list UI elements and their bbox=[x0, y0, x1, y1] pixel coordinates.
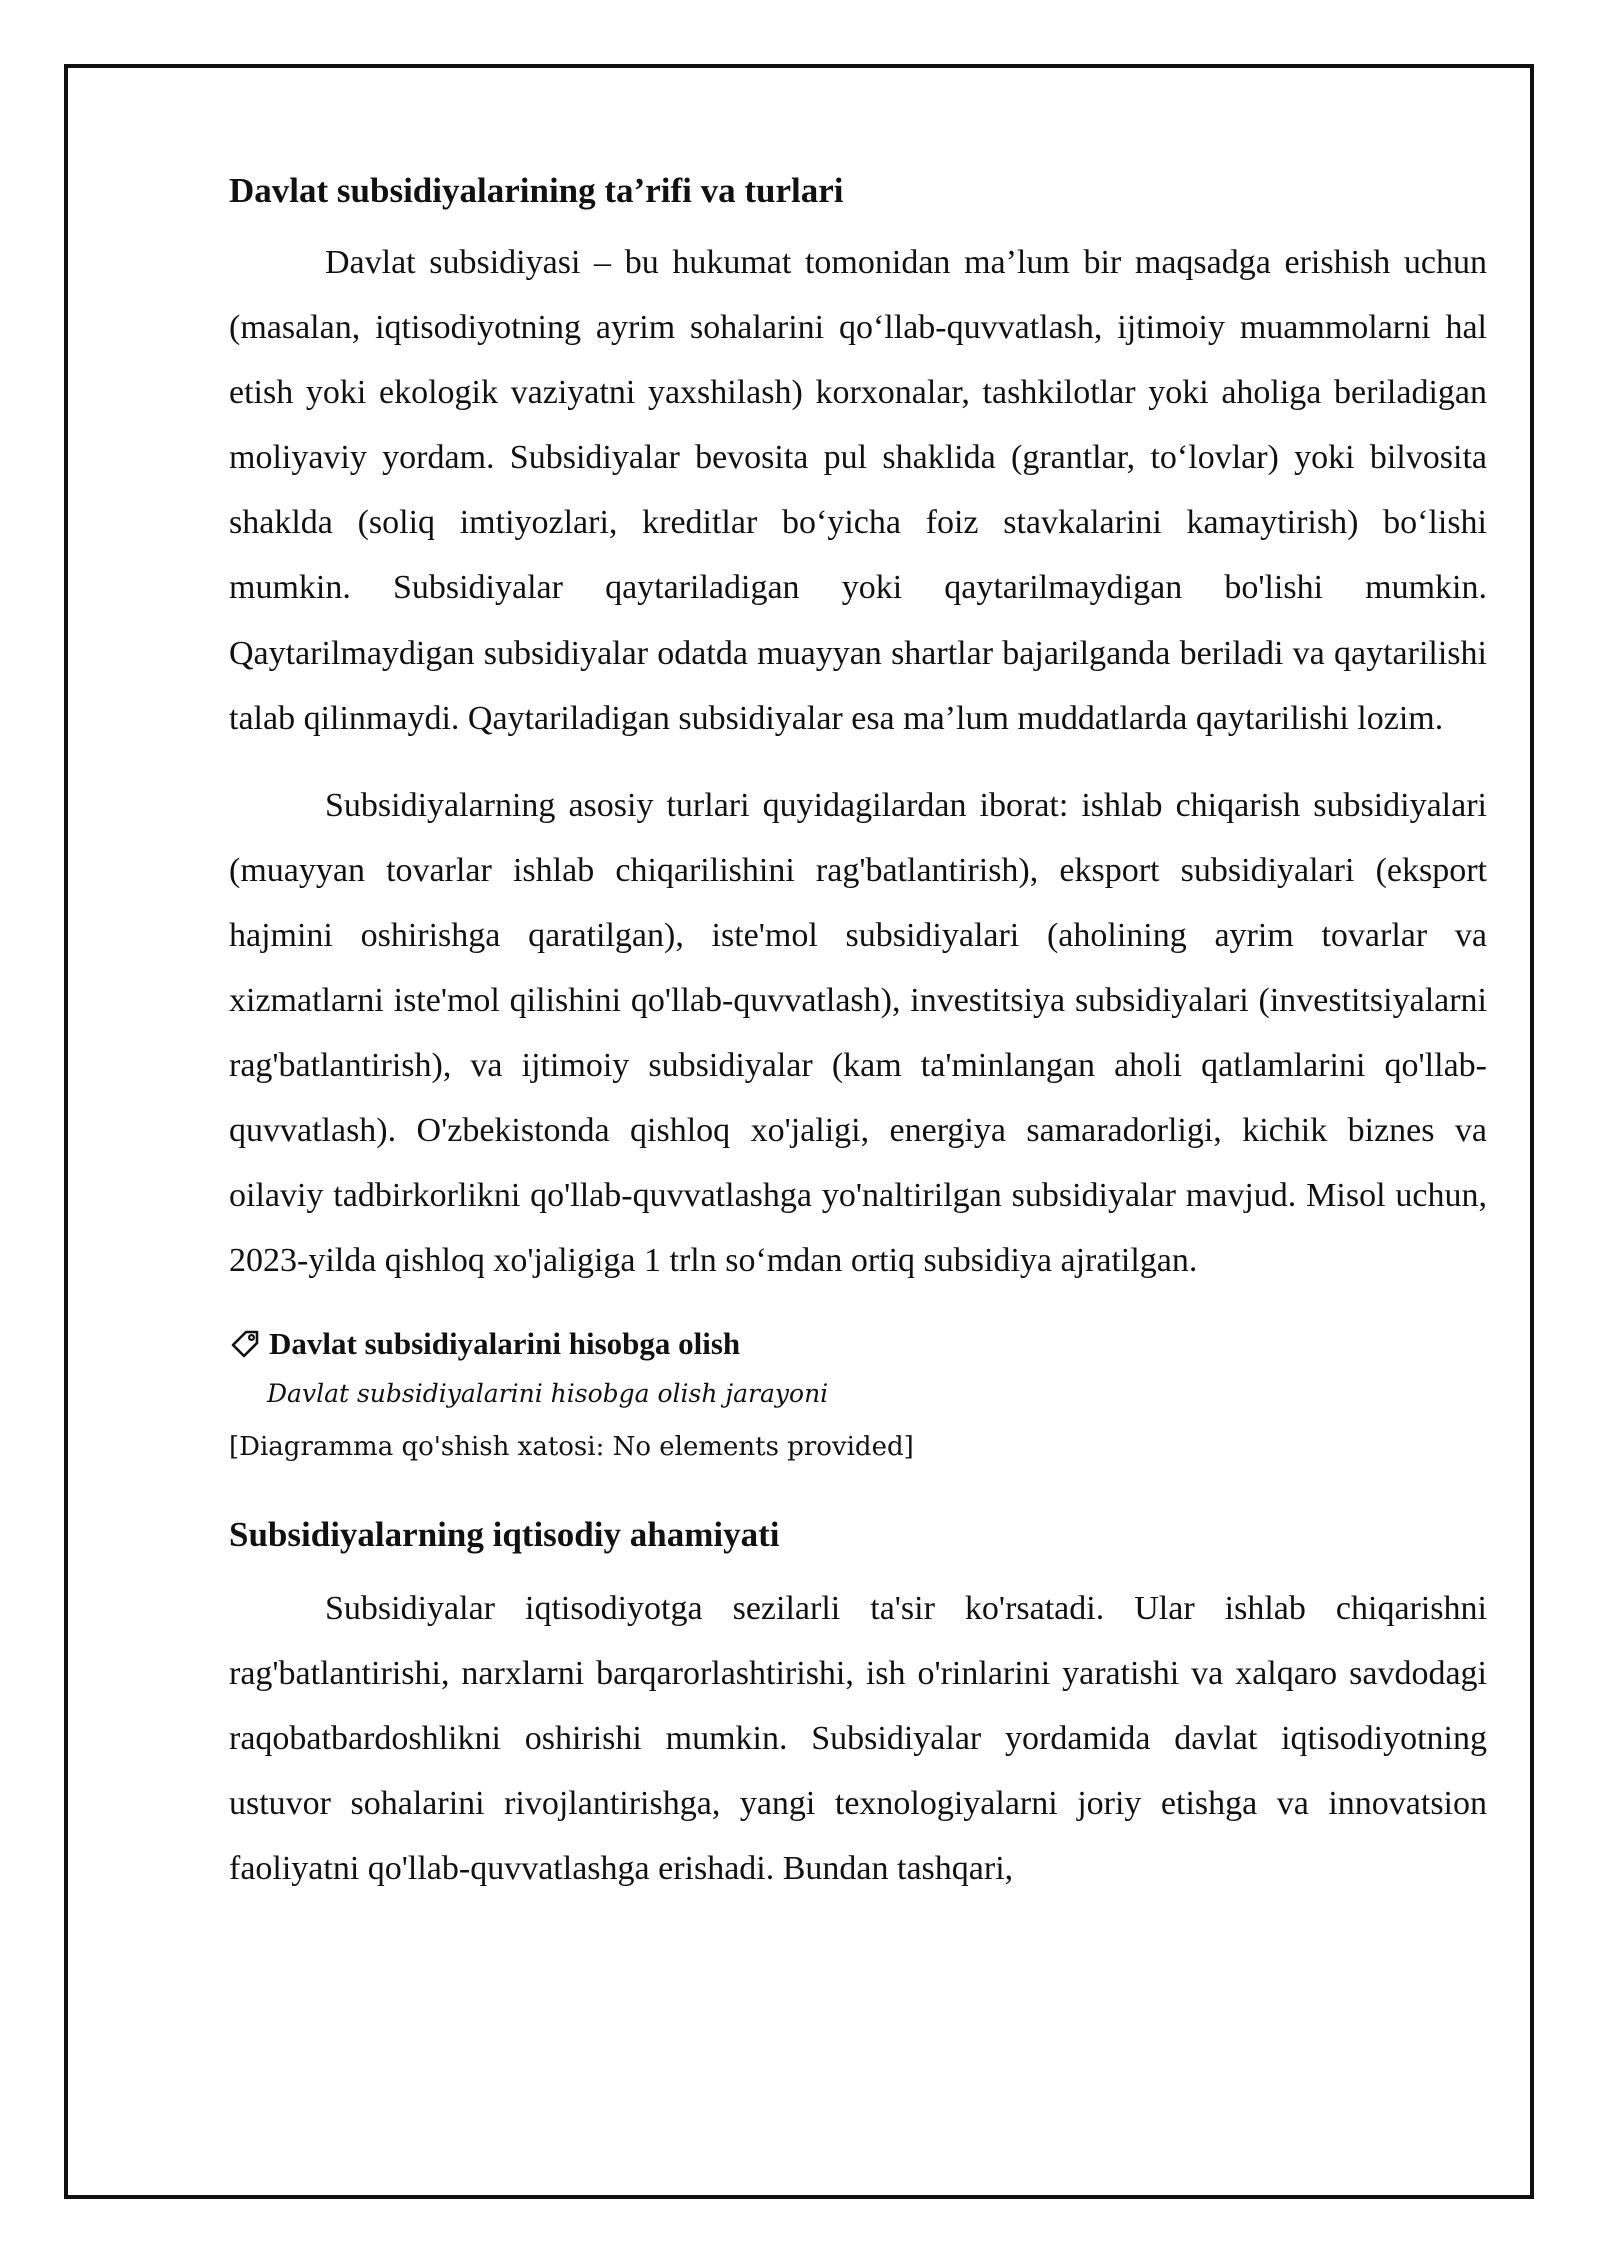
diagram-title bbox=[229, 1324, 1487, 1364]
paragraph-economic-importance: Subsidiyalar iqtisodiyotga sezilarli ta'sir ko'rsatadi. Ular ishlab chiqarishni rag'batlantirishi, narxlarni barqarorlashtirishi, ish o'rinlarini yaratishi va xalqaro savdodagi raqobatbardoshlikni oshirishi mumkin. Subsidiyalar yordamida davlat iqtisodiyotning ustuvor sohalarini rivojlantirishga, yangi texnologiyalarni joriy etishga va innovatsion faoliyatni qo'llab-quvvatlashga erishadi. Bundan tashqari, bbox=[229, 1589, 1487, 1887]
diagram-title-text: Davlat subsidiyalarini hisobga olish bbox=[269, 1325, 741, 1361]
tag-icon bbox=[229, 1328, 261, 1360]
paragraph-definition: Davlat subsidiyasi – bu hukumat tomonidan ma’lum bir maqsadga erishish uchun (masalan, iqtisodiyotning ayrim sohalarini qo‘llab-quvvatlash, ijtimoiy muammolarni hal etish yoki ekologik vaziyatni yaxshilash) korxonalar, tashkilotlar yoki aholiga beriladigan moliyaviy yordam. Subsidiyalar bevosita pul shaklida (grantlar, to‘lovlar) yoki bilvosita shaklda (soliq imtiyozlari, kreditlar bo‘yicha foiz stavkalarini kamaytirish) bo‘lishi mumkin. Subsidiyalar qaytariladigan yoki qaytarilmaydigan bo'lishi mumkin. Qaytarilmaydigan subsidiyalar odatda muayyan shartlar bajarilganda beriladi va qaytarilishi talab qilinmaydi. Qaytariladigan subsidiyalar esa ma’lum muddatlarda qaytarilishi lozim. bbox=[229, 244, 1487, 737]
section-heading-definition: Davlat subsidiyalarining ta’rifi va turlari bbox=[229, 171, 844, 210]
diagram-error-message: [Diagramma qo'shish xatosi: No elements provided] bbox=[229, 1431, 914, 1462]
diagram-subtitle: Davlat subsidiyalarini hisobga olish jarayoni bbox=[267, 1378, 829, 1408]
paragraph-types: Subsidiyalarning asosiy turlari quyidagilardan iborat: ishlab chiqarish subsidiyalari (muayyan tovarlar ishlab chiqarilishini rag'batlantirish), eksport subsidiyalari (eksport hajmini oshirishga qaratilgan), iste'mol subsidiyalari (aholining ayrim tovarlar va xizmatlarni iste'mol qilishini qo'llab-quvvatlash), investitsiya subsidiyalari (investitsiyalarni rag'batlantirish), va ijtimoiy subsidiyalar (kam ta'minlangan aholi qatlamlarini qo'llab-quvvatlash). O'zbekistonda qishloq xo'jaligi, energiya samaradorligi, kichik biznes va oilaviy tadbirkorlikni qo'llab-quvvatlashga yo'naltirilgan subsidiyalar mavjud. Misol uchun, 2023-yilda qishloq xo'jaligiga 1 trln so‘mdan ortiq subsidiya ajratilgan. bbox=[229, 786, 1487, 1280]
section-heading-economic-importance: Subsidiyalarning iqtisodiy ahamiyati bbox=[229, 1514, 780, 1554]
document-body bbox=[229, 170, 1487, 1923]
